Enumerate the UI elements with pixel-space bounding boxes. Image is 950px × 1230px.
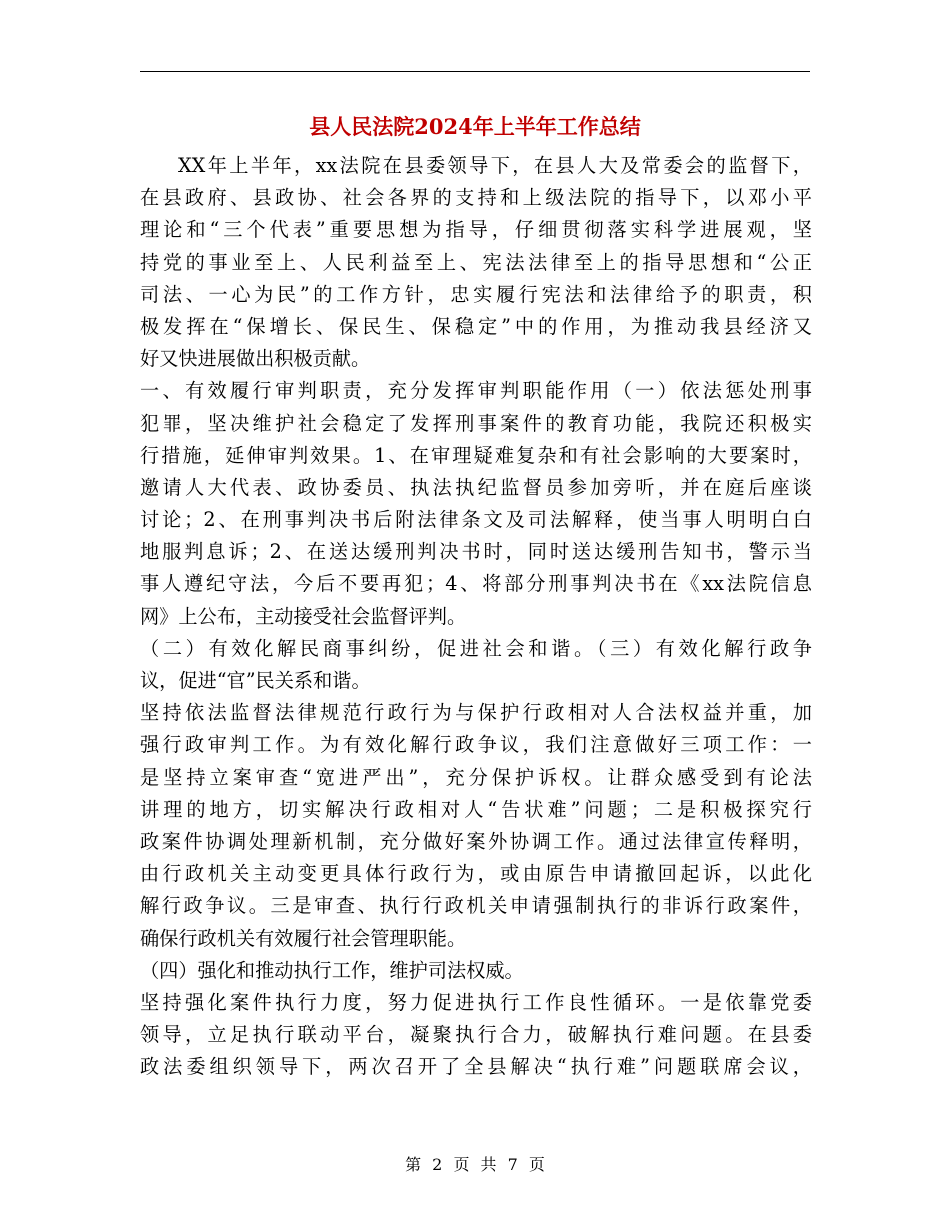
body-line-13: 地服判息诉；2、在送达缓刑判决书时，同时送达缓刑告知书，警示当 xyxy=(140,540,812,564)
body-line-23: 由行政机关主动变更具体行政行为，或由原告申请撤回起诉，以此化 xyxy=(140,862,812,886)
body-line-20: 是坚持立案审查“宽进严出”，充分保护诉权。让群众感受到有论法 xyxy=(140,765,812,789)
body-line-14: 事人遵纪守法，今后不要再犯；4、将部分刑事判决书在《xx法院信息 xyxy=(140,572,812,596)
body-line-25: 确保行政机关有效履行社会管理职能。 xyxy=(140,926,467,950)
body-line-24: 解行政争议。三是审查、执行行政机关申请强制执行的非诉行政案件， xyxy=(140,894,812,918)
body-line-16: （二）有效化解民商事纠纷，促进社会和谐。（三）有效化解行政争 xyxy=(140,636,812,660)
body-line-2: 在县政府、县政协、社会各界的支持和上级法院的指导下，以邓小平 xyxy=(140,186,812,210)
body-line-8: 一、有效履行审判职责，充分发挥审判职能作用（一）依法惩处刑事 xyxy=(140,379,812,403)
body-line-12: 讨论；2、在刑事判决书后附法律条文及司法解释，使当事人明明白白 xyxy=(140,508,812,532)
body-line-18: 坚持依法监督法律规范行政行为与保护行政相对人合法权益并重，加 xyxy=(140,701,812,725)
body-line-3: 理论和“三个代表”重要思想为指导，仔细贯彻落实科学进展观，坚 xyxy=(140,218,812,242)
document-title: 县人民法院2024年上半年工作总结 xyxy=(309,114,641,139)
body-line-5: 司法、一心为民”的工作方针，忠实履行宪法和法律给予的职责，积 xyxy=(140,282,812,306)
body-line-22: 政案件协调处理新机制，充分做好案外协调工作。通过法律宣传释明， xyxy=(140,829,812,853)
body-line-11: 邀请人大代表、政协委员、执法执纪监督员参加旁听，并在庭后座谈 xyxy=(140,475,812,499)
body-line-19: 强行政审判工作。为有效化解行政争议，我们注意做好三项工作：一 xyxy=(140,733,812,757)
body-line-10: 行措施，延伸审判效果。1、在审理疑难复杂和有社会影响的大要案时， xyxy=(140,443,812,467)
body-line-7: 好又快进展做出积极贡献。 xyxy=(140,347,371,371)
header-rule xyxy=(140,71,810,72)
body-line-4: 持党的事业至上、人民利益至上、宪法法律至上的指导思想和“公正 xyxy=(140,250,812,274)
body-line-15: 网》上公布，主动接受社会监督评判。 xyxy=(140,604,467,628)
body-line-1: XX年上半年，xx法院在县委领导下，在县人大及常委会的监督下， xyxy=(178,154,812,177)
body-line-9: 犯罪，坚决维护社会稳定了发挥刑事案件的教育功能，我院还积极实 xyxy=(140,411,812,435)
document-body xyxy=(140,150,812,1083)
body-line-17: 议，促进“官”民关系和谐。 xyxy=(140,669,371,692)
body-line-26: （四）强化和推动执行工作，维护司法权威。 xyxy=(140,958,524,982)
page-number-footer: 第 2 页 共 7 页 xyxy=(405,1155,545,1174)
body-line-27: 坚持强化案件执行力度，努力促进执行工作良性循环。一是依靠党委 xyxy=(140,990,812,1014)
body-line-21: 讲理的地方，切实解决行政相对人“告状难”问题；二是积极探究行 xyxy=(140,797,812,821)
body-line-29: 政法委组织领导下，两次召开了全县解决“执行难”问题联席会议， xyxy=(140,1055,812,1079)
body-line-6: 极发挥在“保增长、保民生、保稳定”中的作用，为推动我县经济又 xyxy=(140,314,812,338)
body-line-28: 领导，立足执行联动平台，凝聚执行合力，破解执行难问题。在县委 xyxy=(140,1023,812,1047)
